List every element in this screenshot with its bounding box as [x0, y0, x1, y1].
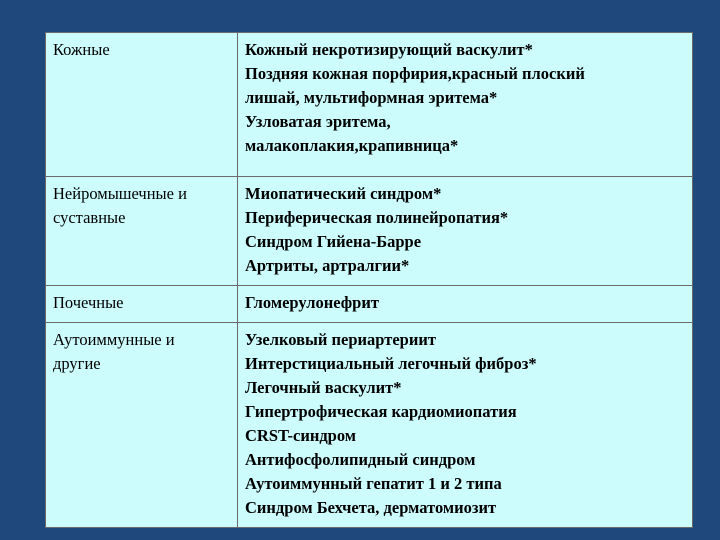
item-text: Поздняя кожная порфирия,красный плоский [245, 64, 585, 83]
item-text: Легочный васкулит* [245, 378, 402, 397]
item-text: Антифосфолипидный синдром [245, 450, 476, 469]
item-text: Периферическая полинейропатия* [245, 208, 509, 227]
item-text: Миопатический синдром* [245, 184, 442, 203]
category-label: Нейромышечные и [53, 184, 187, 203]
category-cell [46, 33, 238, 177]
item-text: Гломерулонефрит [245, 293, 379, 312]
items-cell [238, 177, 693, 286]
table-row-autoimmune [46, 323, 693, 528]
item-text: лишай, мультиформная эритема* [245, 88, 498, 107]
category-label: Почечные [53, 293, 124, 312]
item-text: Интерстициальный легочный фиброз* [245, 354, 537, 373]
table-row-skin [46, 33, 693, 177]
item-text: Узелковый периартериит [245, 330, 436, 349]
category-label: суставные [53, 208, 126, 227]
item-text: малакоплакия,крапивница* [245, 136, 459, 155]
item-text: CRST-синдром [245, 426, 357, 445]
item-text: Артриты, артралгии* [245, 256, 410, 275]
item-text: Кожный некротизирующий васкулит* [245, 40, 533, 59]
items-cell [238, 286, 693, 323]
table-row-neuromuscular [46, 177, 693, 286]
category-cell [46, 177, 238, 286]
category-cell [46, 286, 238, 323]
category-label: Кожные [53, 40, 110, 59]
item-text: Узловатая эритема, [245, 112, 391, 131]
item-text: Аутоиммунный гепатит 1 и 2 типа [245, 474, 502, 493]
manifestations-table [45, 32, 693, 528]
category-label: Аутоиммунные и [53, 330, 175, 349]
item-text: Синдром Бехчета, дерматомиозит [245, 498, 497, 517]
table-row-renal [46, 286, 693, 323]
items-cell [238, 33, 693, 177]
item-text: Гипертрофическая кардиомиопатия [245, 402, 517, 421]
item-text: Синдром Гийена-Барре [245, 232, 422, 251]
category-cell [46, 323, 238, 528]
items-cell [238, 323, 693, 528]
category-label: другие [53, 354, 101, 373]
